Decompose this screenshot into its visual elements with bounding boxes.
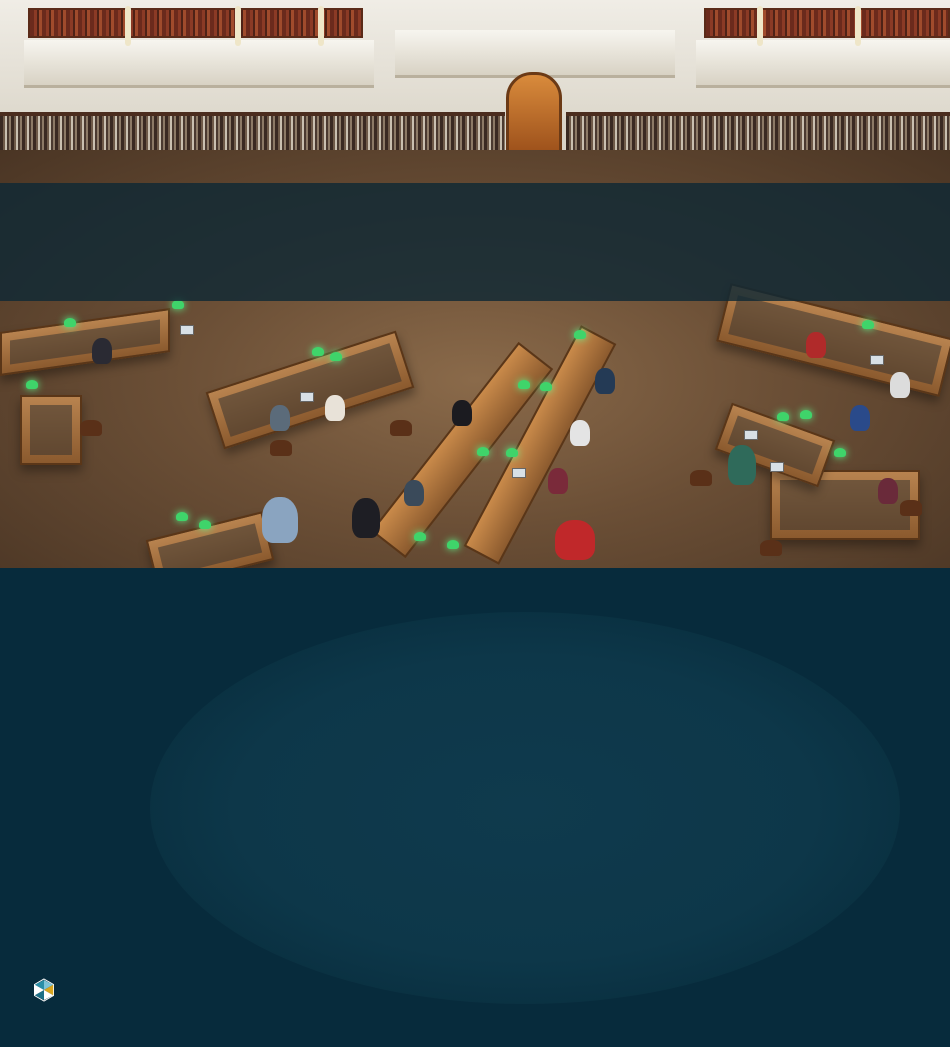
green-lamp	[834, 448, 846, 457]
balcony-left	[24, 40, 374, 88]
student	[555, 520, 595, 560]
laptop	[300, 392, 314, 402]
student	[548, 468, 568, 494]
word-cloud-shape	[150, 612, 900, 1004]
student	[325, 395, 345, 421]
laptop	[870, 355, 884, 365]
upper-bookshelf-left	[28, 8, 363, 38]
green-lamp	[176, 512, 188, 521]
chair	[900, 500, 922, 516]
balcony-right	[696, 40, 950, 88]
green-lamp	[800, 410, 812, 419]
chair	[760, 540, 782, 556]
student	[728, 445, 756, 485]
green-lamp	[414, 532, 426, 541]
student	[878, 478, 898, 504]
green-lamp	[540, 382, 552, 391]
arched-door	[506, 72, 562, 158]
lamp-post	[125, 6, 131, 46]
green-lamp	[447, 540, 459, 549]
obeo-logo-icon	[32, 978, 56, 1002]
student	[850, 405, 870, 431]
green-lamp	[312, 347, 324, 356]
chair	[690, 470, 712, 486]
chair	[390, 420, 412, 436]
green-lamp	[64, 318, 76, 327]
laptop	[180, 325, 194, 335]
student	[890, 372, 910, 398]
student	[92, 338, 112, 364]
laptop	[770, 462, 784, 472]
green-lamp	[330, 352, 342, 361]
word-cloud	[0, 568, 950, 1047]
chair	[80, 420, 102, 436]
green-lamp	[777, 412, 789, 421]
student	[570, 420, 590, 446]
lamp-post	[235, 6, 241, 46]
obeo-logo	[32, 978, 132, 1004]
upper-bookshelf-right	[704, 8, 950, 38]
green-lamp	[574, 330, 586, 339]
green-lamp	[477, 447, 489, 456]
green-lamp	[862, 320, 874, 329]
balcony-center	[395, 30, 675, 78]
student	[404, 480, 424, 506]
chair	[270, 440, 292, 456]
student	[352, 498, 380, 538]
green-lamp	[172, 300, 184, 309]
student	[270, 405, 290, 431]
green-lamp	[199, 520, 211, 529]
headline-band	[0, 183, 950, 301]
student	[262, 497, 298, 543]
lamp-post	[318, 6, 324, 46]
student	[806, 332, 826, 358]
green-lamp	[518, 380, 530, 389]
green-lamp	[26, 380, 38, 389]
student	[595, 368, 615, 394]
lamp-post	[855, 6, 861, 46]
reading-desk	[20, 395, 82, 465]
laptop	[512, 468, 526, 478]
student	[452, 400, 472, 426]
lamp-post	[757, 6, 763, 46]
reading-desk	[770, 470, 920, 540]
laptop	[744, 430, 758, 440]
green-lamp	[506, 448, 518, 457]
